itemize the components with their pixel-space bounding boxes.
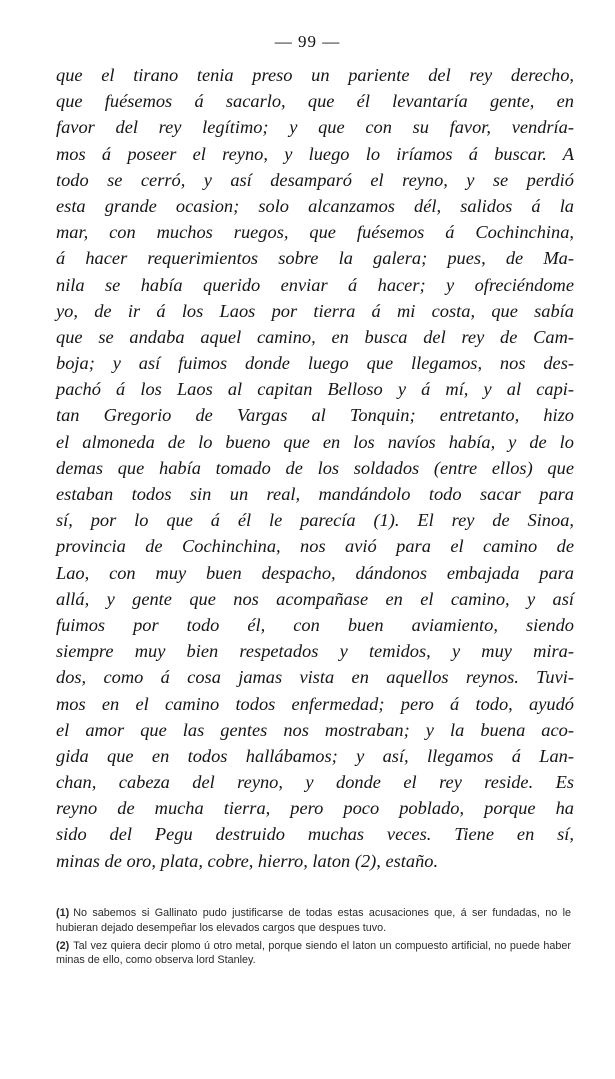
- text-line: el amor que las gentes nos mostraban; y la buena aco-: [56, 719, 574, 740]
- text-line: nila se había querido enviar á hacer; y ofreciéndome: [56, 274, 574, 295]
- footnote-text: Tal vez quiera decir plomo ú otro metal, porque siendo el laton un compuesto artificial, no puede haber minas de ello, como observa lord Stanley.: [56, 939, 571, 967]
- text-line: á hacer requerimientos sobre la galera; pues, de Ma-: [56, 248, 574, 269]
- text-line: gida que en todos hallábamos; y así, llegamos á Lan-: [56, 745, 574, 766]
- page-number: — 99 —: [274, 32, 341, 51]
- text-line: sido del Pegu destruido muchas veces. Tiene en sí,: [56, 824, 574, 845]
- text-line: sí, por lo que á él le parecía (1). El rey de Sinoa,: [56, 510, 574, 531]
- text-line: fuimos por todo él, con buen aviamiento, siendo: [56, 614, 574, 635]
- text-line: mar, con muchos ruegos, que fuésemos á Cochinchina,: [56, 222, 574, 243]
- text-line: estaban todos sin un real, mandándolo todo sacar para: [56, 484, 574, 504]
- footnotes: [56, 906, 571, 971]
- text-line: esta grande ocasion; solo alcanzamos dél, salidos á la: [56, 195, 574, 216]
- text-line: dos, como á cosa jamas vista en aquellos reynos. Tuvi-: [56, 667, 574, 688]
- text-line: boja; y así fuimos donde luego que llegamos, nos des-: [56, 353, 574, 374]
- text-line: que el tirano tenia preso un pariente del rey derecho,: [56, 65, 574, 85]
- footnote-text: No sabemos si Gallinato pudo justificarse de todas estas acusaciones que, á ser fundadas, no le hubieran dejado desempeñar los elevados cargos que despues tuvo.: [56, 907, 571, 934]
- text-line: Lao, con muy buen despacho, dándonos embajada para: [56, 562, 574, 583]
- text-line: tan Gregorio de Vargas al Tonquin; entretanto, hizo: [56, 405, 574, 426]
- text-line: todo se cerró, y así desamparó el reyno, y se perdió: [56, 169, 574, 190]
- footnote-mark: (1): [56, 907, 70, 919]
- main-text: [56, 62, 574, 874]
- text-line: minas de oro, plata, cobre, hierro, laton (2), estaño.: [56, 850, 439, 871]
- text-line: demas que había tomado de los soldados (entre ellos) que: [56, 457, 574, 478]
- text-line: favor del rey legítimo; y que con su favor, vendría-: [56, 117, 574, 138]
- text-line: mos en el camino todos enfermedad; pero á todo, ayudó: [56, 693, 574, 714]
- text-line: chan, cabeza del reyno, y donde el rey reside. Es: [56, 772, 574, 793]
- text-line: que fuésemos á sacarlo, que él levantaría gente, en: [56, 91, 574, 112]
- text-line: siempre muy bien respetados y temidos, y muy mira-: [56, 641, 574, 662]
- footnote: [56, 906, 571, 936]
- text-line: que se andaba aquel camino, en busca del rey de Cam-: [56, 326, 574, 347]
- footnote-mark: (2): [56, 939, 70, 952]
- text-line: pachó á los Laos al capitan Belloso y á mí, y al capi-: [56, 379, 574, 400]
- footnote: [56, 939, 571, 969]
- text-line: el almoneda de lo bueno que en los navíos había, y de lo: [56, 431, 574, 452]
- text-line: yo, de ir á los Laos por tierra á mi costa, que sabía: [56, 300, 574, 321]
- text-line: mos á poseer el reyno, y luego lo iríamos á buscar. A: [56, 143, 574, 164]
- text-line: provincia de Cochinchina, nos avió para el camino de: [56, 536, 574, 557]
- text-line: allá, y gente que nos acompañase en el camino, y así: [56, 588, 574, 609]
- text-line: reyno de mucha tierra, pero poco poblado, porque ha: [56, 798, 574, 819]
